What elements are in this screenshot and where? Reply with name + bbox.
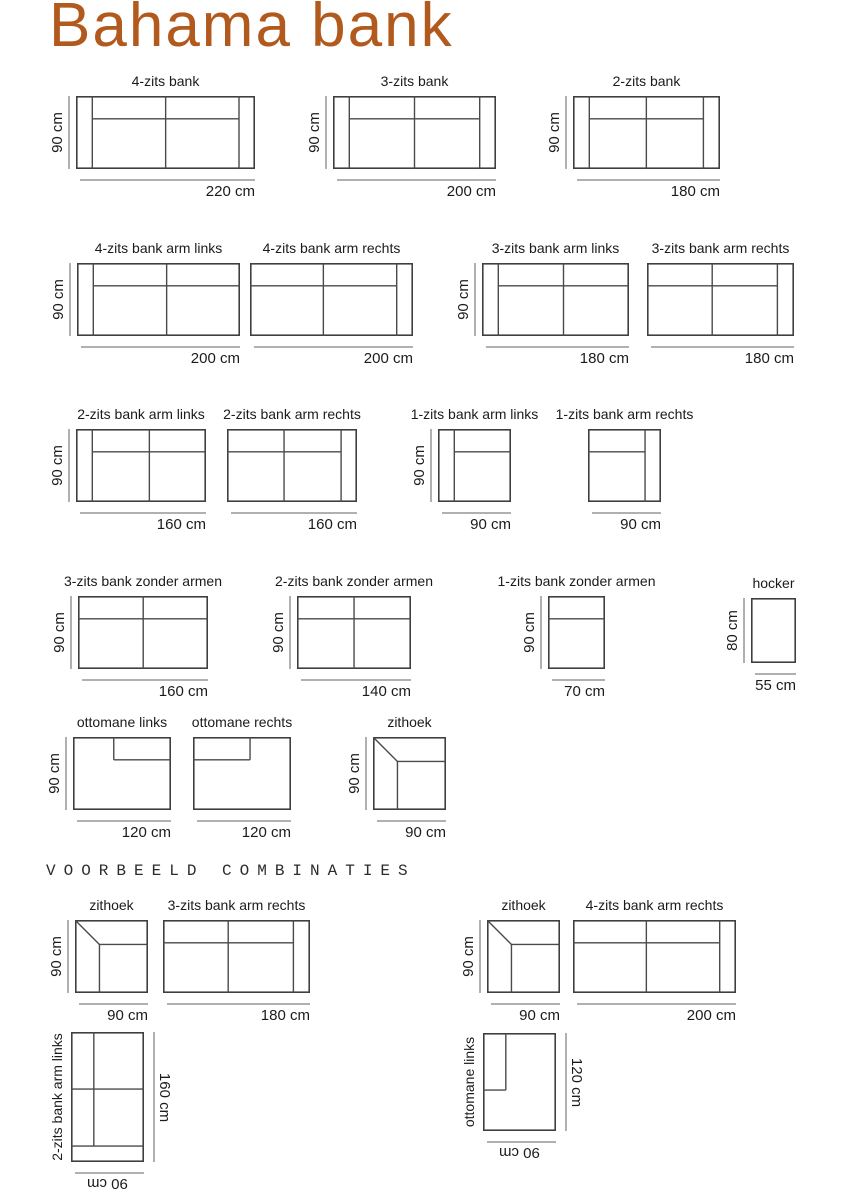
depth-dim-label (547, 96, 561, 169)
depth-dim-line (365, 737, 367, 810)
depth-dim-label (50, 429, 64, 502)
piece-title-text: 2-zits bank arm links (49, 1033, 65, 1161)
piece-title-4-zits-bank: 4-zits bank (131, 73, 200, 89)
piece-shape (76, 429, 206, 502)
height-dim-text: 120 cm (568, 1057, 586, 1107)
diagram-2-zits-bank-arm-links (48, 406, 206, 533)
depth-dim-label (47, 737, 61, 810)
piece-seam (373, 737, 397, 761)
diagram-2-zits-bank-zonder-armen (269, 573, 433, 700)
width-dim-line (80, 179, 255, 181)
width-dim-label: 140 cm (361, 683, 411, 700)
piece-shape (73, 737, 171, 810)
width-dim-label: 55 cm (755, 677, 796, 694)
width-dim-label: 180 cm (579, 350, 629, 367)
width-dim-label: 200 cm (363, 350, 413, 367)
piece-title-1-zits-bank-arm-rechts: 1-zits bank arm rechts (555, 406, 694, 422)
diagram-hocker (723, 575, 796, 694)
width-dim-line (254, 346, 413, 348)
piece-shape (573, 96, 720, 169)
depth-dim-label (347, 737, 361, 810)
width-dim-label: 70 cm (564, 683, 605, 700)
depth-dim-label (456, 263, 470, 336)
piece-outline (74, 738, 170, 809)
diagram-3-zits-bank-arm-rechts (647, 240, 794, 367)
width-dim-label: 200 cm (190, 350, 240, 367)
diagram-3-zits-bank-arm-links (454, 240, 629, 367)
depth-dim-text: 90 cm (48, 112, 66, 153)
piece-title-2-zits-bank-arm-rechts: 2-zits bank arm rechts (223, 406, 361, 422)
piece-outline (228, 430, 356, 501)
width-dim-line (491, 1003, 560, 1005)
width-dim-line (75, 1172, 144, 1174)
piece-seam (487, 920, 511, 944)
width-dim-label: 180 cm (670, 183, 720, 200)
depth-dim-text: 90 cm (47, 936, 65, 977)
width-dim-line (301, 679, 411, 681)
piece-shape (373, 737, 446, 810)
diagram-4-zits-bank-arm-links (49, 240, 240, 367)
depth-dim-text: 90 cm (48, 445, 66, 486)
piece-title-2-zits-bank: 2-zits bank (612, 73, 681, 89)
height-dim-text: 160 cm (156, 1072, 174, 1122)
width-dim-line (337, 179, 496, 181)
piece-outline (78, 264, 239, 335)
depth-dim-line (70, 596, 72, 669)
depth-dim-text: 90 cm (50, 612, 68, 653)
diagram-3-zits-bank (305, 73, 496, 200)
width-dim-label: 160 cm (156, 516, 206, 533)
piece-shape (333, 96, 496, 169)
depth-dim-text: 90 cm (345, 753, 363, 794)
width-dim-line (487, 1141, 556, 1143)
width-dim-label: 220 cm (205, 183, 255, 200)
width-dim-line (79, 1003, 148, 1005)
diagram-4-zits-bank (48, 73, 255, 200)
width-dim-line (577, 179, 720, 181)
piece-title-4-zits-bank-arm-rechts: 4-zits bank arm rechts (262, 240, 401, 256)
piece-title-2-zits-bank-arm-links: 2-zits bank arm links (77, 406, 205, 422)
width-dim-line (552, 679, 605, 681)
piece-outline (483, 264, 628, 335)
depth-dim-text: 90 cm (305, 112, 323, 153)
width-dim-line (80, 512, 206, 514)
width-dim-label: 200 cm (446, 183, 496, 200)
width-dim-label: 120 cm (121, 824, 171, 841)
depth-dim-text: 80 cm (723, 610, 741, 651)
piece-title-combo2-4-zits-bank-arm-rechts: 4-zits bank arm rechts (585, 897, 724, 913)
width-dim-label: 180 cm (260, 1007, 310, 1024)
piece-title-4-zits-bank-arm-links: 4-zits bank arm links (94, 240, 223, 256)
width-dim-line (77, 820, 171, 822)
depth-dim-label (271, 596, 285, 669)
diagram-2-zits-bank (545, 73, 720, 200)
piece-outline (251, 264, 412, 335)
depth-dim-text: 90 cm (45, 753, 63, 794)
width-dim-label: 160 cm (158, 683, 208, 700)
width-dim-line (81, 346, 240, 348)
depth-dim-text: 90 cm (454, 279, 472, 320)
piece-title-ottomane-links: ottomane links (76, 714, 168, 730)
piece-title-3-zits-bank-arm-rechts: 3-zits bank arm rechts (651, 240, 790, 256)
depth-dim-label (522, 596, 536, 669)
diagram-zithoek (345, 714, 446, 841)
depth-dim-line (68, 429, 70, 502)
diagram-combo1-3-zits-bank-arm-rechts (163, 897, 310, 1024)
diagram-1-zits-bank-zonder-armen (497, 573, 656, 700)
depth-dim-label (49, 920, 63, 993)
depth-dim-label (307, 96, 321, 169)
depth-dim-line (743, 598, 745, 663)
height-dim-line (153, 1032, 155, 1162)
piece-shape (163, 920, 310, 993)
width-dim-line (167, 1003, 310, 1005)
width-dim-label: 90 cm (620, 516, 661, 533)
depth-dim-label (725, 598, 739, 663)
diagram-combo2-4-zits-bank-arm-rechts (573, 897, 736, 1024)
piece-outline (194, 738, 290, 809)
piece-outline (752, 599, 795, 662)
width-dim-label: 90 cm (405, 824, 446, 841)
width-dim-line (231, 512, 357, 514)
piece-shape (71, 1032, 144, 1162)
piece-outline (72, 1033, 143, 1161)
piece-title-text: ottomane links (461, 1036, 477, 1128)
depth-dim-label (51, 263, 65, 336)
width-dim-label (483, 1144, 556, 1162)
piece-title-ottomane-rechts: ottomane rechts (191, 714, 293, 730)
piece-outline (574, 921, 735, 992)
diagram-1-zits-bank-arm-rechts (555, 406, 694, 533)
piece-shape (250, 263, 413, 336)
depth-dim-text: 90 cm (545, 112, 563, 153)
depth-dim-line (540, 596, 542, 669)
width-dim-line (651, 346, 794, 348)
width-dim-line (577, 1003, 736, 1005)
depth-dim-text: 90 cm (49, 279, 67, 320)
width-dim-label: 90 cm (470, 516, 511, 533)
width-dim-text: 90 cm (499, 1144, 540, 1161)
depth-dim-label (52, 596, 66, 669)
piece-shape (588, 429, 661, 502)
diagram-ottomane-rechts (191, 714, 293, 841)
piece-seam (75, 920, 99, 944)
piece-title-combo1-zithoek: zithoek (89, 897, 134, 913)
diagram-combo1-zithoek (47, 897, 148, 1024)
piece-title-3-zits-bank-zonder-armen: 3-zits bank zonder armen (64, 573, 222, 589)
width-dim-label: 180 cm (744, 350, 794, 367)
width-dim-line (486, 346, 629, 348)
width-dim-label: 90 cm (519, 1007, 560, 1024)
piece-shape (487, 920, 560, 993)
depth-dim-text: 90 cm (410, 445, 428, 486)
piece-shape (193, 737, 291, 810)
width-dim-label: 200 cm (686, 1007, 736, 1024)
section-heading: VOORBEELD COMBINATIES (46, 862, 416, 880)
depth-dim-text: 90 cm (459, 936, 477, 977)
width-dim-line (82, 679, 208, 681)
width-dim-line (197, 820, 291, 822)
depth-dim-line (65, 737, 67, 810)
width-dim-label: 160 cm (307, 516, 357, 533)
width-dim-label: 120 cm (241, 824, 291, 841)
piece-title-1-zits-bank-zonder-armen: 1-zits bank zonder armen (497, 573, 656, 589)
diagram-1-zits-bank-arm-links (410, 406, 539, 533)
height-dim-label (570, 1033, 584, 1131)
piece-title-combo3-2-zits-bank-arm-links (49, 1032, 65, 1162)
diagram-combo2-zithoek (459, 897, 560, 1024)
piece-outline (648, 264, 793, 335)
width-dim-text: 90 cm (87, 1175, 128, 1192)
piece-shape (77, 263, 240, 336)
piece-shape (76, 96, 255, 169)
width-dim-line (755, 673, 796, 675)
diagram-ottomane-links (45, 714, 171, 841)
piece-shape (227, 429, 357, 502)
depth-dim-line (565, 96, 567, 169)
piece-shape (297, 596, 411, 669)
depth-dim-line (67, 920, 69, 993)
piece-shape (438, 429, 511, 502)
width-dim-line (442, 512, 511, 514)
piece-title-combo4-ottomane-links (461, 1033, 477, 1131)
page-title: Bahama bank (49, 0, 454, 60)
piece-outline (589, 430, 660, 501)
depth-dim-line (474, 263, 476, 336)
depth-dim-line (479, 920, 481, 993)
piece-shape (482, 263, 629, 336)
piece-title-3-zits-bank-arm-links: 3-zits bank arm links (491, 240, 620, 256)
piece-title-combo1-3-zits-bank-arm-rechts: 3-zits bank arm rechts (167, 897, 306, 913)
width-dim-line (377, 820, 446, 822)
piece-shape (75, 920, 148, 993)
height-dim-label (158, 1032, 172, 1162)
piece-outline (77, 430, 205, 501)
depth-dim-text: 90 cm (269, 612, 287, 653)
piece-title-2-zits-bank-zonder-armen: 2-zits bank zonder armen (275, 573, 433, 589)
piece-outline (164, 921, 309, 992)
piece-outline (549, 597, 604, 668)
diagram-2-zits-bank-arm-rechts (223, 406, 361, 533)
width-dim-line (592, 512, 661, 514)
depth-dim-line (325, 96, 327, 169)
piece-outline (439, 430, 510, 501)
piece-shape (573, 920, 736, 993)
piece-title-zithoek: zithoek (387, 714, 432, 730)
piece-title-1-zits-bank-arm-links: 1-zits bank arm links (410, 406, 539, 422)
width-dim-label: 90 cm (107, 1007, 148, 1024)
depth-dim-line (430, 429, 432, 502)
piece-shape (78, 596, 208, 669)
piece-title-hocker: hocker (752, 575, 795, 591)
depth-dim-label (50, 96, 64, 169)
diagram-combo4-ottomane-links (461, 1033, 586, 1161)
depth-dim-line (289, 596, 291, 669)
width-dim-label (71, 1175, 144, 1193)
piece-shape (483, 1033, 556, 1131)
depth-dim-text: 90 cm (520, 612, 538, 653)
piece-title-combo2-zithoek: zithoek (501, 897, 546, 913)
depth-dim-label (412, 429, 426, 502)
depth-dim-label (461, 920, 475, 993)
piece-shape (647, 263, 794, 336)
diagram-3-zits-bank-zonder-armen (50, 573, 222, 700)
diagram-combo3-2-zits-bank-arm-links (49, 1032, 174, 1192)
piece-outline (484, 1034, 555, 1130)
depth-dim-line (68, 96, 70, 169)
depth-dim-line (69, 263, 71, 336)
piece-title-3-zits-bank: 3-zits bank (380, 73, 449, 89)
piece-shape (751, 598, 796, 663)
height-dim-line (565, 1033, 567, 1131)
diagram-4-zits-bank-arm-rechts (250, 240, 413, 367)
piece-shape (548, 596, 605, 669)
